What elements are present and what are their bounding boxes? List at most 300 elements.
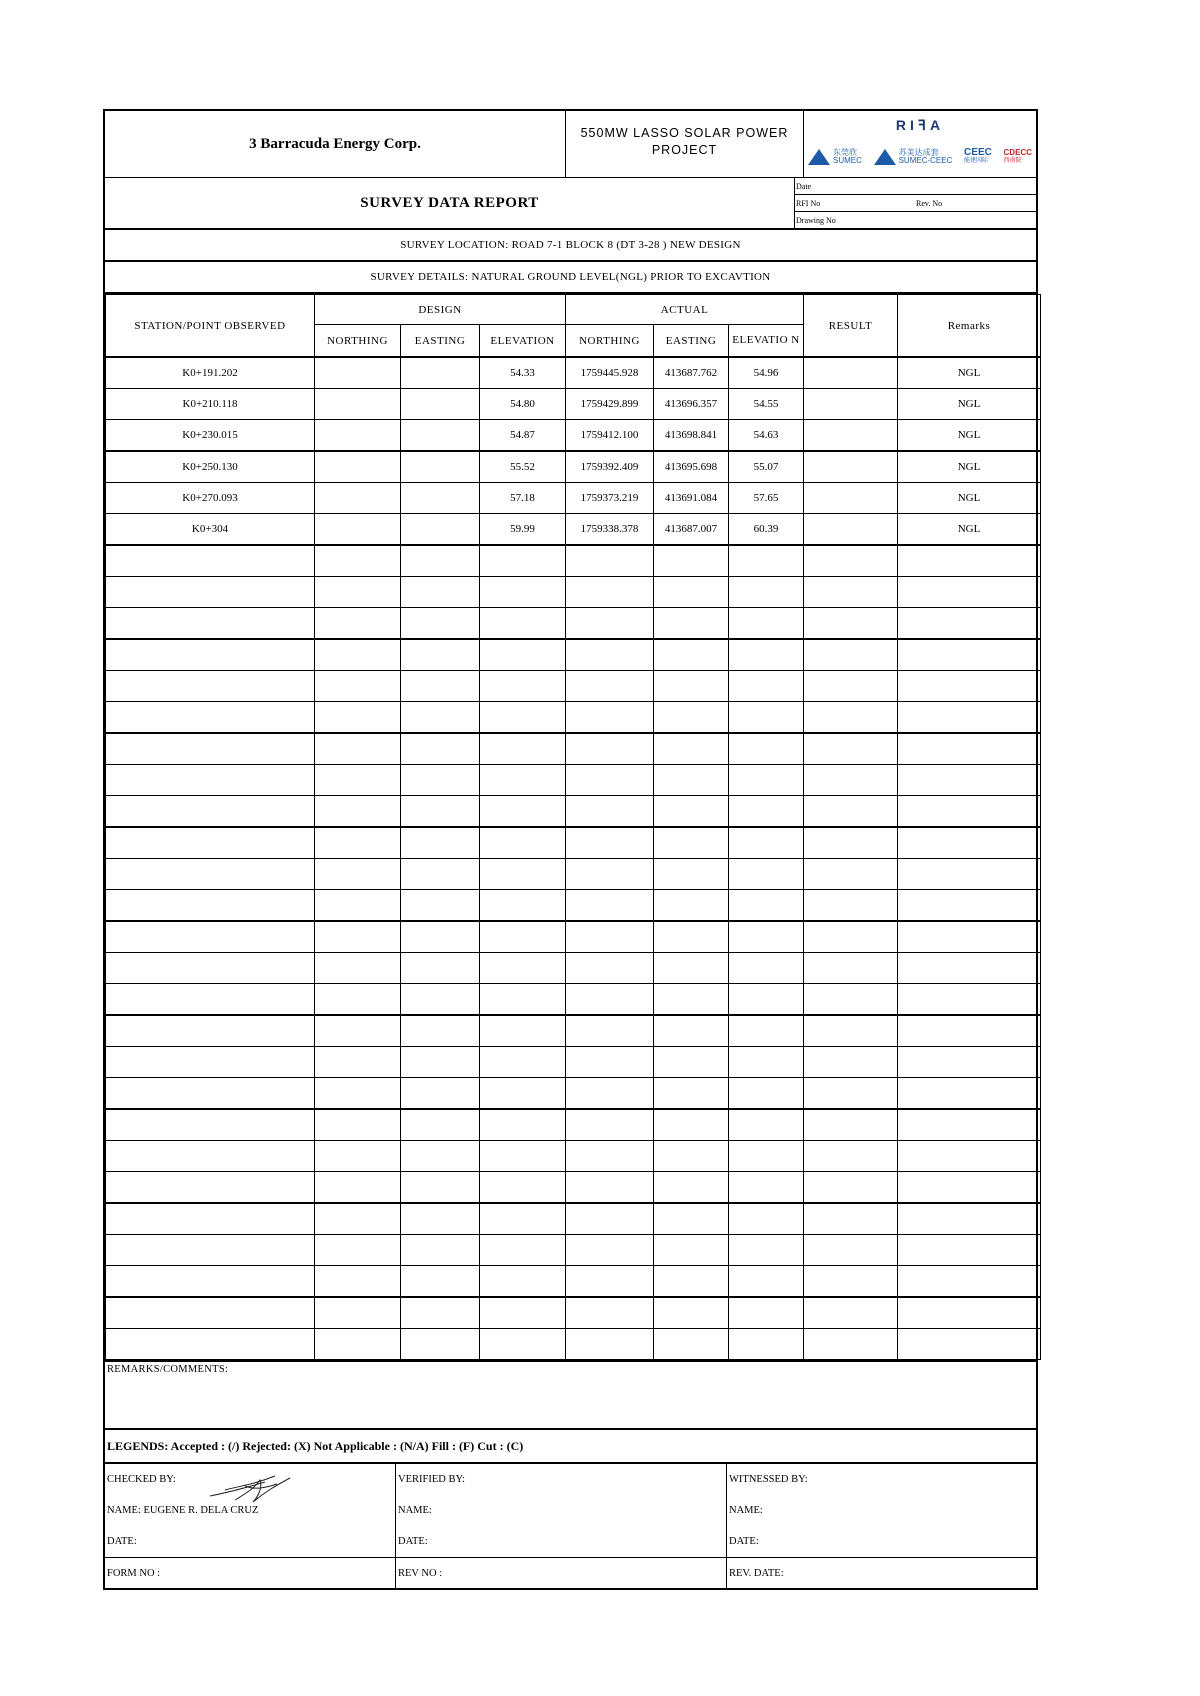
remarks-cell [898,1235,1041,1266]
design-easting-cell [401,1329,480,1360]
actual-northing-cell [566,545,654,577]
actual-easting-cell [654,608,729,640]
actual-easting-cell [654,796,729,828]
remarks-cell [898,921,1041,953]
result-cell [804,451,898,483]
actual-northing-cell [566,890,654,922]
station-cell [106,1203,315,1235]
design-northing-cell [315,921,401,953]
actual-elevation-cell [729,639,804,671]
actual-elevation-cell [729,827,804,859]
table-row [106,827,1041,859]
actual-easting-cell [654,1297,729,1329]
design-northing-cell [315,765,401,796]
result-cell [804,639,898,671]
design-northing-cell [315,514,401,546]
design-easting-cell [401,796,480,828]
station-cell: K0+191.202 [106,357,315,389]
table-row [106,608,1041,640]
actual-easting-cell [654,1047,729,1078]
actual-easting-cell [654,1109,729,1141]
station-cell [106,1047,315,1078]
station-cell [106,1172,315,1204]
table-row [106,702,1041,734]
station-cell [106,1297,315,1329]
actual-easting-cell [654,1266,729,1298]
actual-easting-cell [654,859,729,890]
station-cell [106,1235,315,1266]
actual-northing-cell: 1759445.928 [566,357,654,389]
actual-northing-cell [566,984,654,1016]
table-row [106,671,1041,702]
remarks-cell [898,1266,1041,1298]
actual-northing-cell [566,671,654,702]
checked-date: DATE: [107,1536,137,1547]
table-row [106,1109,1041,1141]
station-cell [106,671,315,702]
remarks-header: Remarks [898,295,1041,358]
remarks-cell [898,765,1041,796]
ceec-logo: CEEC 能建国际 [964,147,992,164]
design-easting-cell [401,420,480,452]
result-cell [804,859,898,890]
remarks-cell [898,1297,1041,1329]
table-row [106,733,1041,765]
result-cell [804,765,898,796]
result-cell [804,1235,898,1266]
table-row [106,420,1041,452]
station-cell [106,921,315,953]
logo-panel [804,111,1036,177]
design-easting-cell [401,639,480,671]
witnessed-date: DATE: [729,1536,759,1547]
actual-easting-cell [654,921,729,953]
actual-northing-cell [566,1266,654,1298]
design-easting-cell [401,514,480,546]
remarks-cell [898,1329,1041,1360]
actual-northing-cell: 1759338.378 [566,514,654,546]
form-header [103,109,1038,177]
design-easting-cell [401,765,480,796]
result-cell [804,671,898,702]
design-elevation-cell [480,1078,566,1110]
actual-elevation-cell [729,1203,804,1235]
table-row [106,796,1041,828]
table-row [106,389,1041,420]
actual-northing-cell [566,733,654,765]
rfi-field: RFI No Rev. No [795,195,1036,212]
design-northing-cell [315,545,401,577]
actual-easting-cell [654,1172,729,1204]
actual-easting-header: EASTING [654,325,729,358]
design-northing-cell [315,1172,401,1204]
result-cell [804,514,898,546]
station-cell [106,608,315,640]
station-cell [106,1015,315,1047]
actual-easting-cell: 413696.357 [654,389,729,420]
table-row [106,514,1041,546]
actual-easting-cell [654,1203,729,1235]
actual-easting-cell [654,639,729,671]
station-cell [106,545,315,577]
actual-elevation-cell [729,953,804,984]
cdecc-logo: CDECC 西南院 [1003,148,1032,164]
result-cell [804,1172,898,1204]
result-cell [804,1015,898,1047]
result-cell [804,1078,898,1110]
design-northing-cell [315,953,401,984]
actual-elevation-cell [729,1329,804,1360]
actual-elevation-cell [729,671,804,702]
survey-details: SURVEY DETAILS: NATURAL GROUND LEVEL(NGL) PRIOR TO EXCAVTION [103,260,1038,292]
design-elevation-cell [480,890,566,922]
actual-easting-cell [654,827,729,859]
actual-northing-cell [566,1109,654,1141]
design-northing-cell [315,733,401,765]
table-row [106,639,1041,671]
actual-easting-cell [654,1235,729,1266]
table-row [106,765,1041,796]
report-meta [795,178,1036,228]
actual-northing-cell: 1759429.899 [566,389,654,420]
design-easting-cell [401,733,480,765]
station-cell [106,953,315,984]
design-easting-cell [401,1172,480,1204]
table-row [106,1172,1041,1204]
actual-elevation-cell [729,921,804,953]
design-northing-cell [315,357,401,389]
remarks-cell [898,1172,1041,1204]
actual-northing-cell [566,1078,654,1110]
actual-elevation-cell [729,577,804,608]
actual-northing-cell [566,1015,654,1047]
station-cell [106,1141,315,1172]
verified-by-label: VERIFIED BY: [398,1474,465,1485]
design-elevation-cell [480,953,566,984]
design-northing-cell [315,859,401,890]
design-elevation-cell [480,765,566,796]
legends: LEGENDS: Accepted : (/) Rejected: (X) Not Applicable : (N/A) Fill : (F) Cut : (C) [103,1428,1038,1462]
actual-easting-cell [654,890,729,922]
survey-form [103,109,1038,1590]
actual-easting-cell [654,1329,729,1360]
actual-easting-cell: 413687.007 [654,514,729,546]
verified-name: NAME: [398,1505,432,1516]
design-northing-header: NORTHING [315,325,401,358]
signature-image [205,1470,300,1506]
result-cell [804,1109,898,1141]
design-northing-cell [315,1078,401,1110]
result-cell [804,702,898,734]
remarks-cell: NGL [898,420,1041,452]
actual-northing-cell [566,1297,654,1329]
actual-elevation-cell [729,765,804,796]
table-row [106,859,1041,890]
design-elevation-cell [480,1047,566,1078]
design-northing-cell [315,890,401,922]
design-elevation-cell [480,1172,566,1204]
station-cell [106,1266,315,1298]
witnessed-by-label: WITNESSED BY: [729,1474,808,1485]
drawing-field: Drawing No [796,215,836,225]
design-northing-cell [315,827,401,859]
remarks-cell [898,733,1041,765]
table-row [106,921,1041,953]
design-easting-cell [401,545,480,577]
design-easting-header: EASTING [401,325,480,358]
remarks-cell: NGL [898,389,1041,420]
station-cell [106,577,315,608]
design-easting-cell [401,921,480,953]
survey-location: SURVEY LOCATION: ROAD 7-1 BLOCK 8 (DT 3-28 ) NEW DESIGN [103,228,1038,260]
design-easting-cell [401,953,480,984]
table-row [106,483,1041,514]
rifa-logo: RIꟻA [895,117,945,133]
station-cell [106,1078,315,1110]
actual-elevation-cell [729,890,804,922]
table-row [106,451,1041,483]
result-cell [804,921,898,953]
design-easting-cell [401,1297,480,1329]
design-northing-cell [315,1141,401,1172]
actual-easting-cell: 413695.698 [654,451,729,483]
result-cell [804,796,898,828]
table-row [106,1203,1041,1235]
rev-no: REV NO : [396,1557,726,1588]
design-elevation-cell: 54.33 [480,357,566,389]
design-elevation-cell [480,827,566,859]
remarks-cell [898,1109,1041,1141]
remarks-cell [898,1141,1041,1172]
station-cell [106,859,315,890]
table-row [106,357,1041,389]
actual-elevation-cell [729,984,804,1016]
station-cell: K0+210.118 [106,389,315,420]
station-cell [106,1109,315,1141]
design-easting-cell [401,1015,480,1047]
design-easting-cell [401,1047,480,1078]
design-elevation-cell [480,608,566,640]
station-cell [106,827,315,859]
actual-easting-cell [654,702,729,734]
result-cell [804,1203,898,1235]
actual-easting-cell [654,1141,729,1172]
result-cell [804,984,898,1016]
design-northing-cell [315,389,401,420]
sumec-ceec-logo: 苏美达成套 SUMEC-CEEC [874,149,953,165]
table-row [106,1078,1041,1110]
actual-elevation-cell [729,1141,804,1172]
report-title: SURVEY DATA REPORT [105,178,795,228]
actual-northing-cell [566,577,654,608]
design-northing-cell [315,420,401,452]
design-elevation-cell [480,545,566,577]
result-header: RESULT [804,295,898,358]
result-cell [804,608,898,640]
station-cell [106,1329,315,1360]
actual-northing-cell: 1759412.100 [566,420,654,452]
actual-elevation-cell [729,796,804,828]
design-northing-cell [315,1015,401,1047]
remarks-cell [898,984,1041,1016]
result-cell [804,357,898,389]
actual-easting-cell [654,1078,729,1110]
design-elevation-cell [480,1015,566,1047]
result-cell [804,483,898,514]
table-row [106,890,1041,922]
witnessed-name: NAME: [729,1505,763,1516]
design-northing-cell [315,1109,401,1141]
actual-elevation-cell: 54.55 [729,389,804,420]
design-northing-cell [315,984,401,1016]
remarks-cell [898,1203,1041,1235]
remarks-cell [898,953,1041,984]
design-northing-cell [315,608,401,640]
design-elevation-cell [480,1297,566,1329]
table-row [106,577,1041,608]
design-easting-cell [401,671,480,702]
actual-easting-cell: 413687.762 [654,357,729,389]
actual-northing-cell [566,827,654,859]
title-row [103,177,1038,228]
actual-northing-cell [566,1329,654,1360]
design-easting-cell [401,451,480,483]
remarks-box [103,1360,1038,1428]
actual-elevation-cell [729,1078,804,1110]
actual-easting-cell [654,1015,729,1047]
witnessed-column [727,1464,1036,1588]
design-elevation-cell [480,984,566,1016]
design-elevation-cell [480,859,566,890]
actual-elevation-cell [729,545,804,577]
table-row [106,984,1041,1016]
result-cell [804,420,898,452]
design-northing-cell [315,1047,401,1078]
design-elevation-cell [480,796,566,828]
design-northing-cell [315,1329,401,1360]
remarks-cell [898,859,1041,890]
actual-northing-cell [566,765,654,796]
checked-column [105,1464,396,1588]
actual-northing-cell [566,1203,654,1235]
design-northing-cell [315,639,401,671]
actual-elevation-cell [729,1297,804,1329]
remarks-cell: NGL [898,451,1041,483]
actual-northing-cell [566,702,654,734]
design-northing-cell [315,702,401,734]
design-easting-cell [401,1235,480,1266]
actual-easting-cell: 413691.084 [654,483,729,514]
design-elevation-cell: 57.18 [480,483,566,514]
station-cell [106,890,315,922]
design-elevation-header: ELEVATION [480,325,566,358]
table-row [106,1141,1041,1172]
actual-northing-cell [566,1172,654,1204]
actual-easting-cell [654,984,729,1016]
design-elevation-cell: 59.99 [480,514,566,546]
date-field: Date [795,178,1036,195]
remarks-cell [898,608,1041,640]
actual-elevation-cell [729,733,804,765]
actual-northing-cell [566,1047,654,1078]
result-cell [804,1141,898,1172]
design-elevation-cell [480,1203,566,1235]
actual-easting-cell [654,733,729,765]
remarks-label: REMARKS/COMMENTS: [107,1364,229,1375]
mountain-icon [874,149,896,165]
result-cell [804,890,898,922]
station-cell [106,702,315,734]
result-cell [804,953,898,984]
design-easting-cell [401,827,480,859]
remarks-cell [898,639,1041,671]
design-easting-cell [401,1266,480,1298]
design-easting-cell [401,608,480,640]
verified-date: DATE: [398,1536,428,1547]
remarks-cell: NGL [898,514,1041,546]
actual-northing-cell: 1759392.409 [566,451,654,483]
remarks-cell [898,827,1041,859]
actual-easting-cell [654,671,729,702]
actual-northing-cell [566,796,654,828]
sumec-logo: 东莞欣 SUMEC [808,149,862,165]
design-elevation-cell [480,1109,566,1141]
project-name: 550MW LASSO SOLAR POWER PROJECT [566,111,804,177]
design-elevation-cell: 55.52 [480,451,566,483]
design-elevation-cell [480,639,566,671]
station-cell: K0+250.130 [106,451,315,483]
survey-table [103,292,1038,1360]
actual-elevation-cell [729,1015,804,1047]
result-cell [804,1297,898,1329]
station-header: STATION/POINT OBSERVED [106,295,315,358]
design-easting-cell [401,702,480,734]
design-northing-cell [315,1297,401,1329]
form-no: FORM NO : [105,1557,395,1588]
design-easting-cell [401,859,480,890]
station-cell [106,796,315,828]
actual-northing-cell [566,639,654,671]
actual-elevation-cell [729,859,804,890]
design-easting-cell [401,1203,480,1235]
design-easting-cell [401,1141,480,1172]
remarks-cell [898,671,1041,702]
checked-by-label: CHECKED BY: [107,1474,176,1485]
table-row [106,1266,1041,1298]
actual-northing-header: NORTHING [566,325,654,358]
design-northing-cell [315,796,401,828]
design-easting-cell [401,389,480,420]
mountain-icon [808,149,830,165]
design-easting-cell [401,890,480,922]
remarks-cell [898,1078,1041,1110]
station-cell [106,984,315,1016]
company-name: 3 Barracuda Energy Corp. [105,111,566,177]
actual-elevation-header: ELEVATIO N [729,325,804,358]
station-cell: K0+270.093 [106,483,315,514]
design-header: DESIGN [315,295,566,325]
signoff-section [103,1462,1038,1590]
design-northing-cell [315,577,401,608]
design-northing-cell [315,671,401,702]
design-northing-cell [315,1235,401,1266]
actual-easting-cell [654,765,729,796]
station-cell [106,639,315,671]
table-row [106,1329,1041,1360]
table-row [106,1047,1041,1078]
actual-elevation-cell: 54.96 [729,357,804,389]
design-elevation-cell [480,577,566,608]
